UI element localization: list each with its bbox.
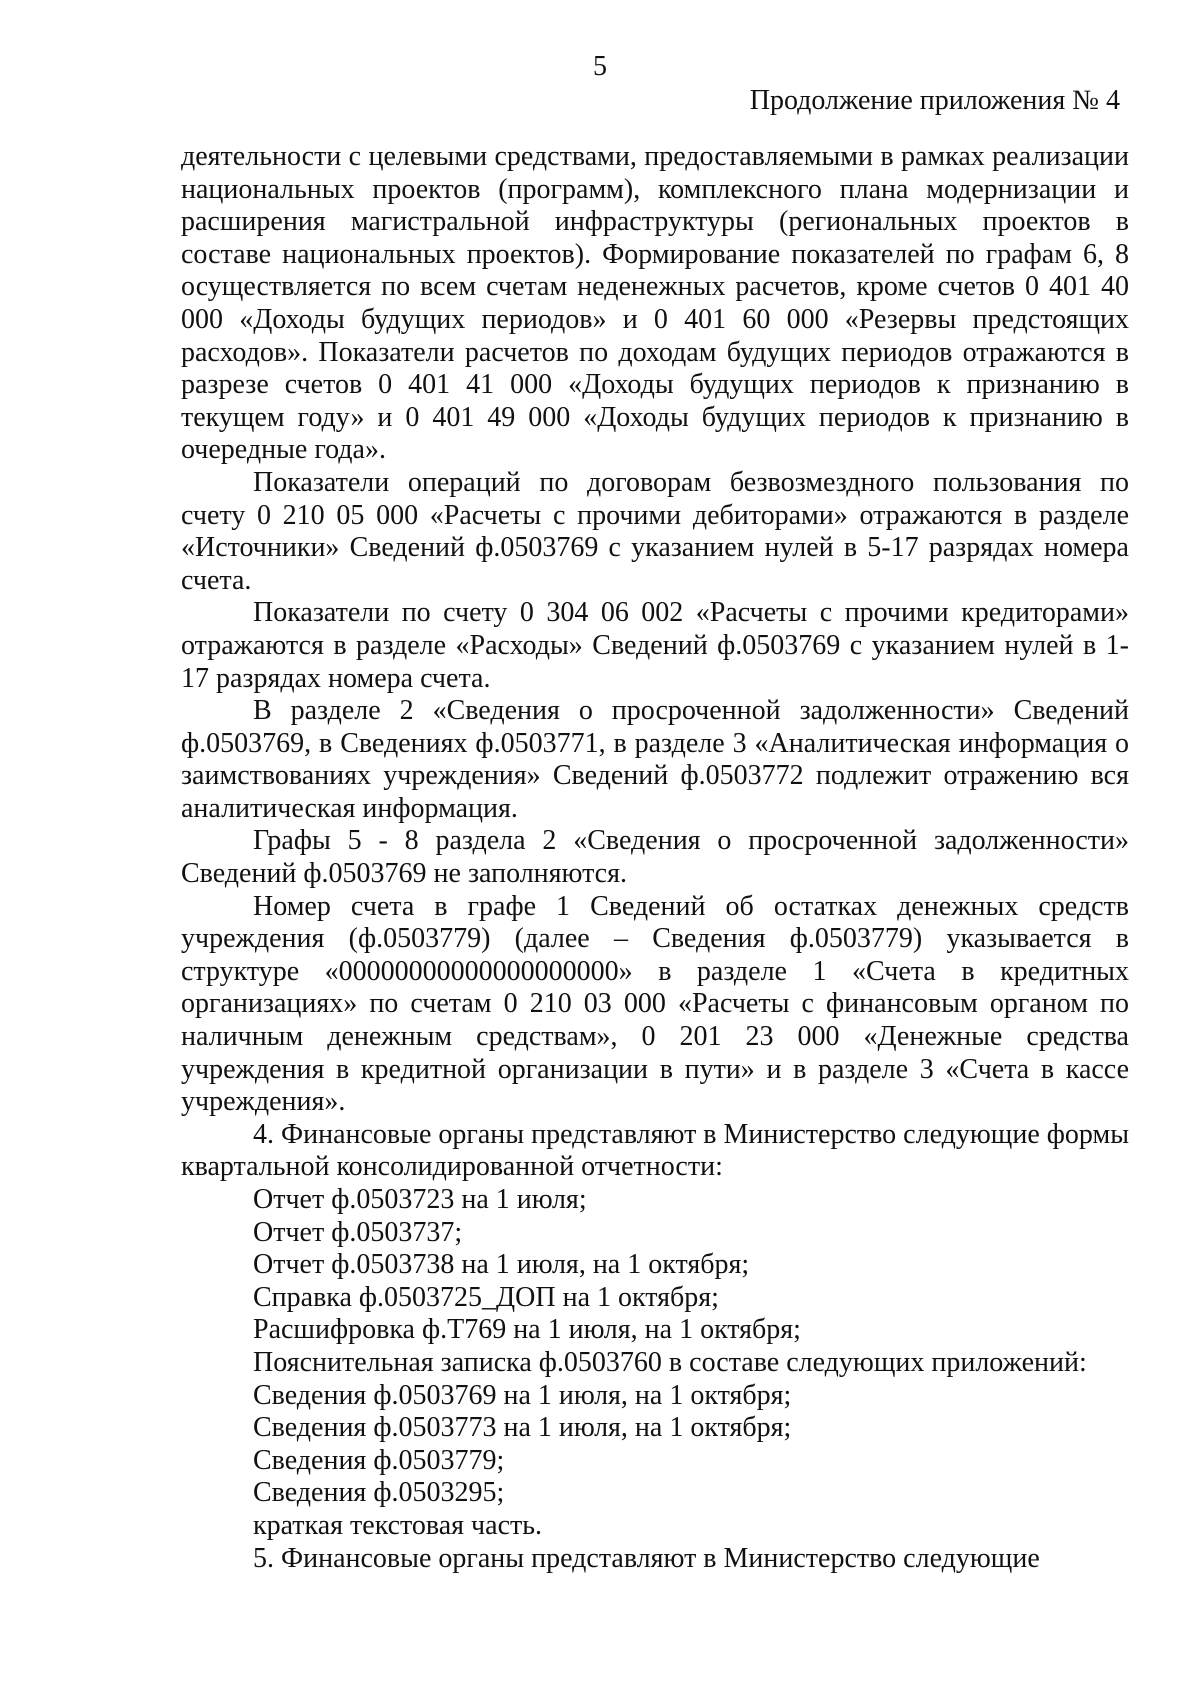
list-item: Сведения ф.0503779; xyxy=(253,1444,505,1476)
document-body xyxy=(181,141,1129,1575)
paragraph-item-5: 5. Финансовые органы представляют в Министерство следующие xyxy=(253,1542,1040,1574)
list-item: Справка ф.0503725_ДОП на 1 октября; xyxy=(253,1281,719,1313)
list-item: Сведения ф.0503769 на 1 июля, на 1 октября; xyxy=(253,1379,792,1411)
paragraph: Графы 5 - 8 раздела 2 «Сведения о просроченной задолженности» Сведений ф.0503769 не заполняются. xyxy=(181,825,1129,890)
paragraph: Номер счета в графе 1 Сведений об остатках денежных средств учреждения (ф.0503779) (далее – Сведения ф.0503779) указывается в структуре «00000000000000000000» в разделе 1 «Счета в кредитных организациях» по счетам 0 210 03 000 «Расчеты с финансовым органом по наличным денежным средствам», 0 201 23 000 «Денежные средства учреждения в кредитной организации в пути» и в разделе 3 «Счета в кассе учреждения». xyxy=(181,890,1129,1118)
list-item: краткая текстовая часть. xyxy=(253,1509,542,1541)
paragraph: Показатели операций по договорам безвозмездного пользования по счету 0 210 05 000 «Расчеты с прочими дебиторами» отражаются в разделе «Источники» Сведений ф.0503769 с указанием нулей в 5-17 разрядах номера счета. xyxy=(181,466,1129,596)
list-item: Пояснительная записка ф.0503760 в составе следующих приложений: xyxy=(253,1346,1087,1378)
paragraph: В разделе 2 «Сведения о просроченной задолженности» Сведений ф.0503769, в Сведениях ф.0503771, в разделе 3 «Аналитическая информация о заимствованиях учреждения» Сведений ф.0503772 подлежит отражению вся аналитическая информация. xyxy=(181,695,1129,824)
reporting-forms-list xyxy=(181,1184,1129,1543)
paragraph: Показатели по счету 0 304 06 002 «Расчеты с прочими кредиторами» отражаются в разделе «Расходы» Сведений ф.0503769 с указанием нулей в 1-17 разрядах номера счета. xyxy=(181,597,1129,694)
list-item: Сведения ф.0503295; xyxy=(253,1477,505,1509)
list-item: Отчет ф.0503723 на 1 июля; xyxy=(253,1184,587,1215)
paragraph-continuation: деятельности с целевыми средствами, предоставляемыми в рамках реализации национальных проектов (программ), комплексного плана модернизации и расширения магистральной инфраструктуры (региональных проектов в составе национальных проектов). Формирование показателей по графам 6, 8 осуществляется по всем счетам неденежных расчетов, кроме счетов 0 401 40 000 «Доходы будущих периодов» и 0 401 60 000 «Резервы предстоящих расходов». Показатели расчетов по доходам будущих периодов отражаются в разрезе счетов 0 401 41 000 «Доходы будущих периодов к признанию в текущем году» и 0 401 49 000 «Доходы будущих периодов к признанию в очередные года». xyxy=(181,141,1129,466)
paragraph-item-4: 4. Финансовые органы представляют в Министерство следующие формы квартальной консолидированной отчетности: xyxy=(181,1118,1130,1183)
page-number: 5 xyxy=(593,51,607,82)
list-item: Сведения ф.0503773 на 1 июля, на 1 октября; xyxy=(253,1412,792,1444)
header-note: Продолжение приложения № 4 xyxy=(749,85,1120,116)
list-item: Отчет ф.0503738 на 1 июля, на 1 октября; xyxy=(253,1249,750,1281)
list-item: Расшифровка ф.Т769 на 1 июля, на 1 октября; xyxy=(253,1314,801,1346)
list-item: Отчет ф.0503737; xyxy=(253,1216,463,1248)
